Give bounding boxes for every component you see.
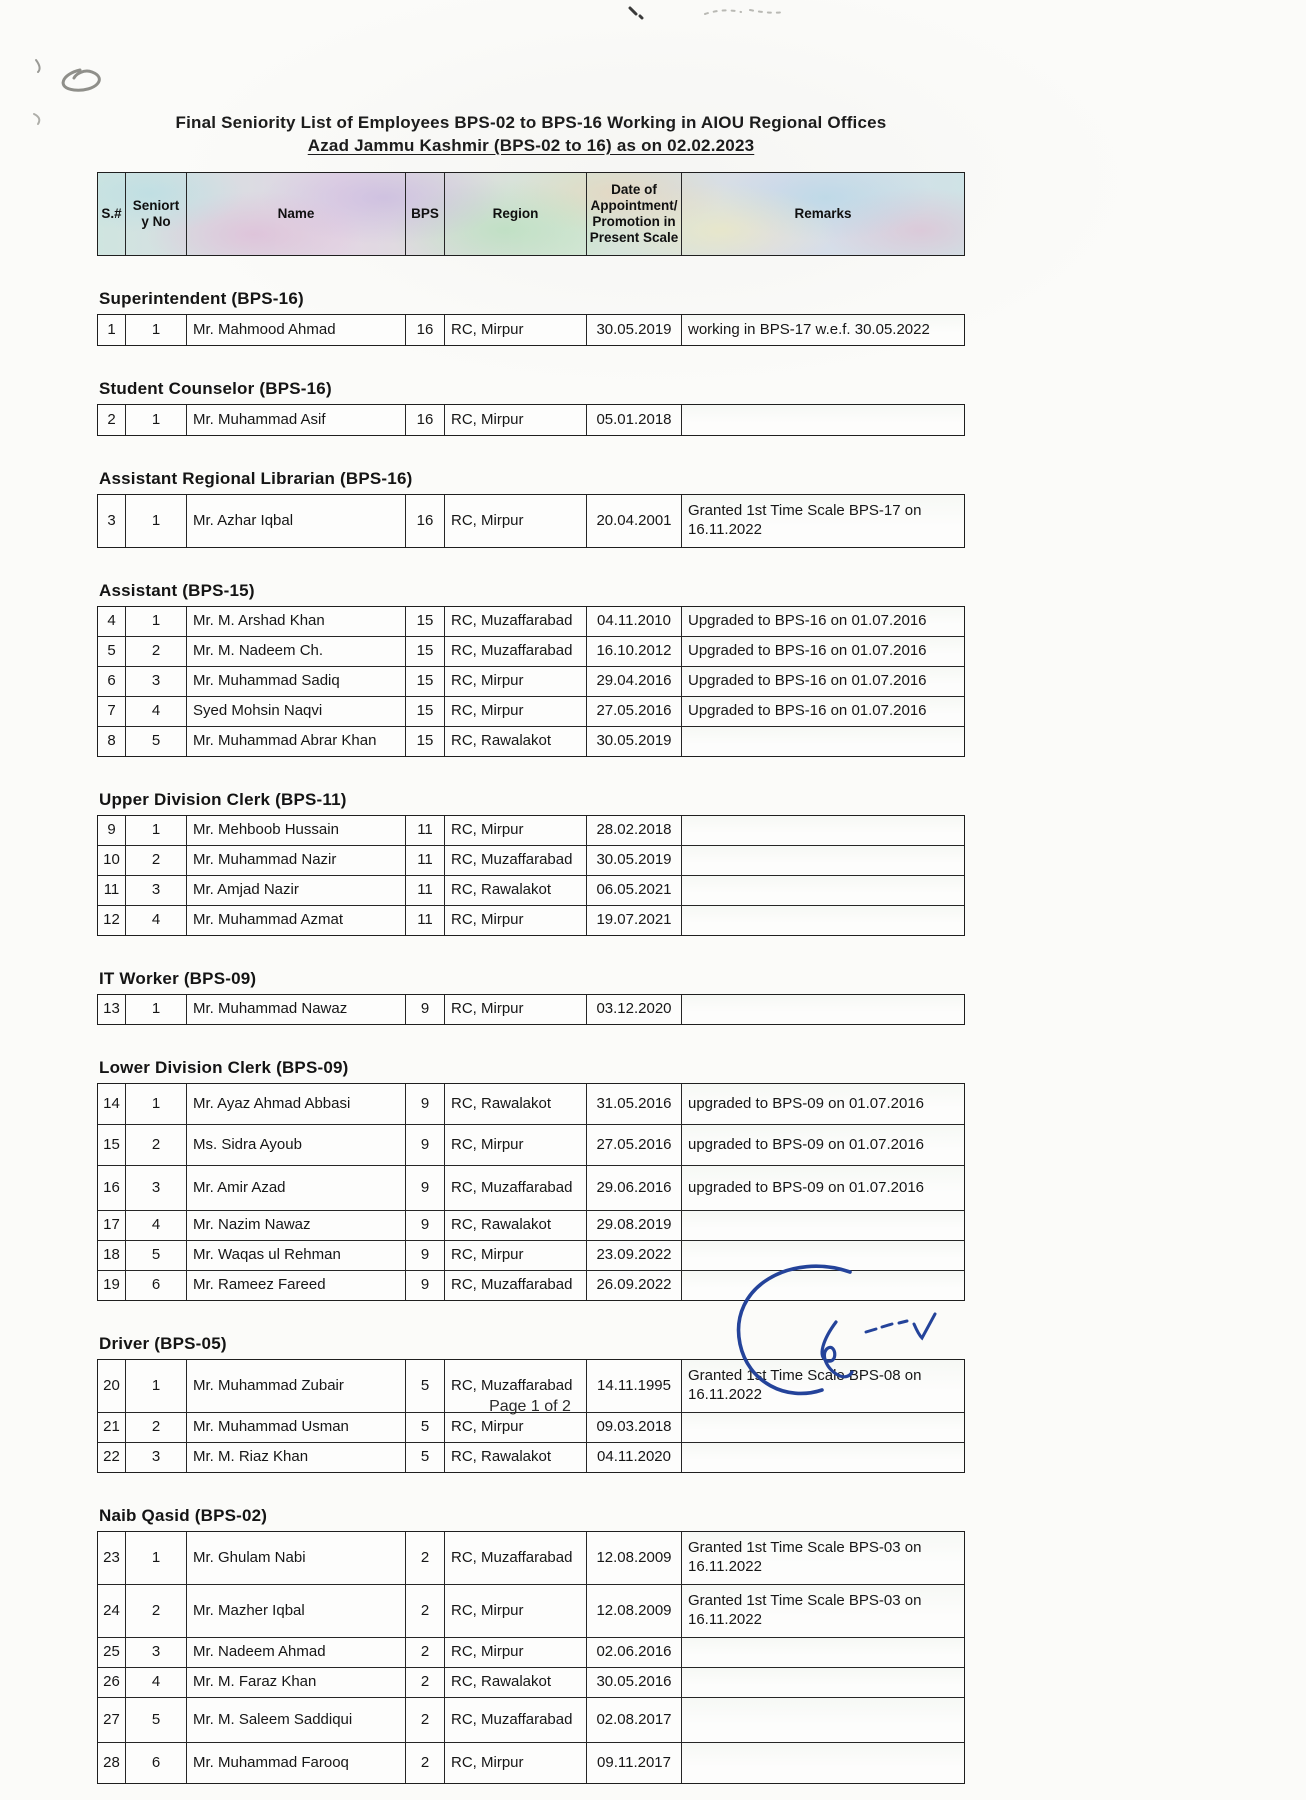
pen-artifact-top xyxy=(600,0,1020,40)
table-row xyxy=(98,1532,964,1585)
cell-serial: 9 xyxy=(98,816,126,845)
cell-date: 12.08.2009 xyxy=(587,1532,682,1584)
cell-date: 20.04.2001 xyxy=(587,495,682,547)
cell-name: Mr. Muhammad Abrar Khan xyxy=(187,727,406,756)
cell-region: RC, Mirpur xyxy=(445,906,587,935)
cell-date: 28.02.2018 xyxy=(587,816,682,845)
cell-bps: 2 xyxy=(406,1698,445,1742)
cell-bps: 2 xyxy=(406,1585,445,1637)
cell-remarks xyxy=(682,995,964,1024)
cell-serial: 21 xyxy=(98,1413,126,1442)
document-title xyxy=(97,112,965,158)
cell-seniority-no: 1 xyxy=(126,1360,187,1412)
cell-seniority-no: 1 xyxy=(126,1532,187,1584)
cell-region: RC, Mirpur xyxy=(445,1125,587,1165)
table-row xyxy=(98,1241,964,1271)
section-student-counselor-bps-16 xyxy=(97,379,965,436)
cell-region: RC, Mirpur xyxy=(445,697,587,726)
cell-name: Mr. M. Saleem Saddiqui xyxy=(187,1698,406,1742)
cell-remarks xyxy=(682,1668,964,1697)
cell-name: Mr. Muhammad Farooq xyxy=(187,1743,406,1783)
section-table xyxy=(97,494,965,548)
cell-remarks xyxy=(682,846,964,875)
cell-date: 04.11.2010 xyxy=(587,607,682,636)
cell-seniority-no: 4 xyxy=(126,1211,187,1240)
cell-name: Mr. Muhammad Nawaz xyxy=(187,995,406,1024)
table-row xyxy=(98,697,964,727)
table-row xyxy=(98,1084,964,1125)
cell-seniority-no: 5 xyxy=(126,1241,187,1270)
cell-remarks xyxy=(682,1211,964,1240)
cell-bps: 11 xyxy=(406,846,445,875)
cell-serial: 8 xyxy=(98,727,126,756)
table-row xyxy=(98,876,964,906)
cell-serial: 19 xyxy=(98,1271,126,1300)
cell-region: RC, Rawalakot xyxy=(445,1668,587,1697)
cell-region: RC, Mirpur xyxy=(445,405,587,435)
cell-remarks: Granted 1st Time Scale BPS-17 on 16.11.2022 xyxy=(682,495,964,547)
section-table xyxy=(97,314,965,346)
cell-remarks xyxy=(682,816,964,845)
cell-bps: 2 xyxy=(406,1743,445,1783)
cell-date: 05.01.2018 xyxy=(587,405,682,435)
cell-date: 09.11.2017 xyxy=(587,1743,682,1783)
cell-remarks: Upgraded to BPS-16 on 01.07.2016 xyxy=(682,667,964,696)
cell-region: RC, Muzaffarabad xyxy=(445,607,587,636)
cell-serial: 27 xyxy=(98,1698,126,1742)
cell-seniority-no: 6 xyxy=(126,1743,187,1783)
cell-remarks xyxy=(682,1698,964,1742)
cell-remarks: Upgraded to BPS-16 on 01.07.2016 xyxy=(682,607,964,636)
cell-region: RC, Mirpur xyxy=(445,1743,587,1783)
table-row xyxy=(98,1413,964,1443)
cell-seniority-no: 3 xyxy=(126,876,187,905)
cell-date: 03.12.2020 xyxy=(587,995,682,1024)
cell-region: RC, Muzaffarabad xyxy=(445,637,587,666)
table-row xyxy=(98,1668,964,1698)
cell-bps: 15 xyxy=(406,727,445,756)
cell-remarks xyxy=(682,1271,964,1300)
cell-seniority-no: 2 xyxy=(126,1125,187,1165)
cell-bps: 5 xyxy=(406,1413,445,1442)
page-footer: Page 1 of 2 xyxy=(489,1398,571,1415)
section-table xyxy=(97,815,965,936)
cell-serial: 1 xyxy=(98,315,126,345)
cell-seniority-no: 4 xyxy=(126,906,187,935)
cell-bps: 9 xyxy=(406,1125,445,1165)
cell-region: RC, Muzaffarabad xyxy=(445,1360,587,1412)
title-line-2: Azad Jammu Kashmir (BPS-02 to 16) as on 02.02.2023 xyxy=(307,135,755,155)
section-superintendent-bps-16 xyxy=(97,289,965,346)
cell-region: RC, Rawalakot xyxy=(445,1084,587,1124)
section-heading: Assistant (BPS-15) xyxy=(99,580,255,600)
cell-remarks xyxy=(682,906,964,935)
cell-region: RC, Muzaffarabad xyxy=(445,1532,587,1584)
section-table xyxy=(97,994,965,1025)
cell-bps: 16 xyxy=(406,405,445,435)
section-table xyxy=(97,1083,965,1301)
cell-name: Mr. Muhammad Nazir xyxy=(187,846,406,875)
table-row xyxy=(98,1271,964,1300)
cell-name: Mr. M. Riaz Khan xyxy=(187,1443,406,1472)
cell-serial: 16 xyxy=(98,1166,126,1210)
cell-name: Mr. Amjad Nazir xyxy=(187,876,406,905)
cell-region: RC, Muzaffarabad xyxy=(445,846,587,875)
table-row xyxy=(98,727,964,756)
table-row xyxy=(98,607,964,637)
table-row xyxy=(98,637,964,667)
cell-region: RC, Rawalakot xyxy=(445,1211,587,1240)
cell-date: 12.08.2009 xyxy=(587,1585,682,1637)
cell-name: Mr. Nadeem Ahmad xyxy=(187,1638,406,1667)
cell-name: Mr. M. Faraz Khan xyxy=(187,1668,406,1697)
cell-name: Mr. Mahmood Ahmad xyxy=(187,315,406,345)
cell-region: RC, Mirpur xyxy=(445,1241,587,1270)
cell-name: Mr. Muhammad Usman xyxy=(187,1413,406,1442)
cell-bps: 15 xyxy=(406,697,445,726)
cell-remarks xyxy=(682,1241,964,1270)
cell-date: 31.05.2016 xyxy=(587,1084,682,1124)
cell-seniority-no: 1 xyxy=(126,995,187,1024)
cell-bps: 11 xyxy=(406,816,445,845)
cell-serial: 7 xyxy=(98,697,126,726)
table-row xyxy=(98,1443,964,1472)
cell-serial: 4 xyxy=(98,607,126,636)
cell-bps: 15 xyxy=(406,607,445,636)
cell-region: RC, Mirpur xyxy=(445,315,587,345)
seniority-sections xyxy=(97,289,965,1784)
cell-bps: 9 xyxy=(406,1241,445,1270)
cell-serial: 14 xyxy=(98,1084,126,1124)
cell-region: RC, Mirpur xyxy=(445,1413,587,1442)
cell-date: 14.11.1995 xyxy=(587,1360,682,1412)
column-header-name: Name xyxy=(187,173,406,255)
cell-region: RC, Muzaffarabad xyxy=(445,1698,587,1742)
cell-serial: 15 xyxy=(98,1125,126,1165)
table-row xyxy=(98,1166,964,1211)
cell-bps: 5 xyxy=(406,1443,445,1472)
cell-serial: 3 xyxy=(98,495,126,547)
cell-bps: 9 xyxy=(406,1166,445,1210)
table-row xyxy=(98,1211,964,1241)
cell-date: 29.04.2016 xyxy=(587,667,682,696)
cell-bps: 2 xyxy=(406,1532,445,1584)
cell-bps: 5 xyxy=(406,1360,445,1412)
table-row xyxy=(98,995,964,1024)
cell-bps: 9 xyxy=(406,995,445,1024)
cell-date: 26.09.2022 xyxy=(587,1271,682,1300)
table-row xyxy=(98,906,964,935)
document-content xyxy=(97,112,965,1784)
cell-bps: 11 xyxy=(406,876,445,905)
cell-remarks: Granted 1st Time Scale BPS-03 on 16.11.2022 xyxy=(682,1585,964,1637)
cell-serial: 26 xyxy=(98,1668,126,1697)
cell-region: RC, Mirpur xyxy=(445,1638,587,1667)
cell-serial: 20 xyxy=(98,1360,126,1412)
table-row xyxy=(98,846,964,876)
cell-region: RC, Muzaffarabad xyxy=(445,1271,587,1300)
cell-region: RC, Mirpur xyxy=(445,995,587,1024)
table-row xyxy=(98,1698,964,1743)
table-header-row xyxy=(97,172,965,256)
cell-remarks xyxy=(682,1743,964,1783)
cell-seniority-no: 1 xyxy=(126,495,187,547)
cell-date: 27.05.2016 xyxy=(587,1125,682,1165)
cell-name: Mr. M. Arshad Khan xyxy=(187,607,406,636)
cell-remarks: Upgraded to BPS-16 on 01.07.2016 xyxy=(682,697,964,726)
cell-date: 30.05.2019 xyxy=(587,846,682,875)
cell-name: Mr. Mazher Iqbal xyxy=(187,1585,406,1637)
cell-seniority-no: 2 xyxy=(126,1413,187,1442)
cell-name: Mr. Ayaz Ahmad Abbasi xyxy=(187,1084,406,1124)
section-heading: Lower Division Clerk (BPS-09) xyxy=(99,1057,349,1077)
cell-date: 30.05.2019 xyxy=(587,315,682,345)
table-row xyxy=(98,315,964,345)
section-lower-division-clerk-bps-09 xyxy=(97,1058,965,1301)
cell-name: Mr. Muhammad Asif xyxy=(187,405,406,435)
cell-bps: 2 xyxy=(406,1638,445,1667)
section-heading: Naib Qasid (BPS-02) xyxy=(99,1505,268,1525)
section-heading: Superintendent (BPS-16) xyxy=(99,288,304,308)
column-header-region: Region xyxy=(445,173,587,255)
table-row xyxy=(98,667,964,697)
section-upper-division-clerk-bps-11 xyxy=(97,790,965,936)
cell-date: 19.07.2021 xyxy=(587,906,682,935)
column-header-remarks: Remarks xyxy=(794,205,852,221)
cell-region: RC, Mirpur xyxy=(445,1585,587,1637)
table-row xyxy=(98,495,964,547)
cell-serial: 5 xyxy=(98,637,126,666)
section-assistant-regional-librarian-bps-16 xyxy=(97,469,965,548)
cell-remarks: Granted 1st Time Scale BPS-08 on 16.11.2022 xyxy=(682,1360,964,1412)
table-row xyxy=(98,1125,964,1166)
cell-name: Ms. Sidra Ayoub xyxy=(187,1125,406,1165)
cell-seniority-no: 6 xyxy=(126,1271,187,1300)
cell-bps: 9 xyxy=(406,1271,445,1300)
cell-bps: 15 xyxy=(406,637,445,666)
section-table xyxy=(97,404,965,436)
cell-remarks: Granted 1st Time Scale BPS-03 on 16.11.2022 xyxy=(682,1532,964,1584)
cell-date: 09.03.2018 xyxy=(587,1413,682,1442)
section-heading: Driver (BPS-05) xyxy=(99,1333,227,1353)
cell-date: 02.08.2017 xyxy=(587,1698,682,1742)
cell-remarks: working in BPS-17 w.e.f. 30.05.2022 xyxy=(682,315,964,345)
title-line-1: Final Seniority List of Employees BPS-02 to BPS-16 Working in AIOU Regional Offices xyxy=(175,113,887,132)
table-row xyxy=(98,1585,964,1638)
cell-seniority-no: 1 xyxy=(126,315,187,345)
cell-serial: 2 xyxy=(98,405,126,435)
section-heading: IT Worker (BPS-09) xyxy=(99,968,257,988)
cell-date: 29.08.2019 xyxy=(587,1211,682,1240)
cell-serial: 23 xyxy=(98,1532,126,1584)
cell-date: 16.10.2012 xyxy=(587,637,682,666)
cell-serial: 22 xyxy=(98,1443,126,1472)
cell-date: 30.05.2016 xyxy=(587,1668,682,1697)
cell-region: RC, Mirpur xyxy=(445,667,587,696)
section-heading: Upper Division Clerk (BPS-11) xyxy=(99,789,347,809)
cell-bps: 11 xyxy=(406,906,445,935)
cell-remarks xyxy=(682,1413,964,1442)
cell-remarks: upgraded to BPS-09 on 01.07.2016 xyxy=(682,1084,964,1124)
cell-bps: 2 xyxy=(406,1668,445,1697)
cell-serial: 13 xyxy=(98,995,126,1024)
cell-date: 23.09.2022 xyxy=(587,1241,682,1270)
section-heading: Assistant Regional Librarian (BPS-16) xyxy=(99,468,413,488)
cell-name: Mr. Amir Azad xyxy=(187,1166,406,1210)
cell-region: RC, Rawalakot xyxy=(445,876,587,905)
cell-region: RC, Rawalakot xyxy=(445,727,587,756)
cell-bps: 9 xyxy=(406,1211,445,1240)
cell-seniority-no: 1 xyxy=(126,816,187,845)
cell-remarks: Upgraded to BPS-16 on 01.07.2016 xyxy=(682,637,964,666)
table-row xyxy=(98,1638,964,1668)
cell-name: Syed Mohsin Naqvi xyxy=(187,697,406,726)
cell-region: RC, Muzaffarabad xyxy=(445,1166,587,1210)
cell-seniority-no: 4 xyxy=(126,697,187,726)
cell-name: Mr. Muhammad Zubair xyxy=(187,1360,406,1412)
cell-seniority-no: 1 xyxy=(126,405,187,435)
cell-serial: 11 xyxy=(98,876,126,905)
cell-remarks xyxy=(682,876,964,905)
cell-serial: 28 xyxy=(98,1743,126,1783)
cell-seniority-no: 3 xyxy=(126,667,187,696)
section-assistant-bps-15 xyxy=(97,581,965,757)
cell-remarks xyxy=(682,1443,964,1472)
cell-serial: 17 xyxy=(98,1211,126,1240)
cell-serial: 24 xyxy=(98,1585,126,1637)
cell-name: Mr. Nazim Nawaz xyxy=(187,1211,406,1240)
cell-region: RC, Mirpur xyxy=(445,816,587,845)
cell-seniority-no: 1 xyxy=(126,607,187,636)
cell-seniority-no: 5 xyxy=(126,727,187,756)
cell-name: Mr. M. Nadeem Ch. xyxy=(187,637,406,666)
cell-seniority-no: 2 xyxy=(126,1585,187,1637)
cell-seniority-no: 4 xyxy=(126,1668,187,1697)
section-heading: Student Counselor (BPS-16) xyxy=(99,378,332,398)
cell-remarks: upgraded to BPS-09 on 01.07.2016 xyxy=(682,1125,964,1165)
cell-name: Mr. Mehboob Hussain xyxy=(187,816,406,845)
table-row xyxy=(98,1743,964,1783)
cell-remarks xyxy=(682,727,964,756)
table-row xyxy=(98,816,964,846)
cell-region: RC, Mirpur xyxy=(445,495,587,547)
cell-name: Mr. Muhammad Azmat xyxy=(187,906,406,935)
cell-bps: 15 xyxy=(406,667,445,696)
cell-date: 27.05.2016 xyxy=(587,697,682,726)
cell-name: Mr. Muhammad Sadiq xyxy=(187,667,406,696)
cell-date: 02.06.2016 xyxy=(587,1638,682,1667)
cell-bps: 16 xyxy=(406,315,445,345)
cell-serial: 10 xyxy=(98,846,126,875)
cell-serial: 18 xyxy=(98,1241,126,1270)
cell-date: 04.11.2020 xyxy=(587,1443,682,1472)
cell-serial: 12 xyxy=(98,906,126,935)
cell-bps: 16 xyxy=(406,495,445,547)
section-table xyxy=(97,1531,965,1784)
cell-name: Mr. Ghulam Nabi xyxy=(187,1532,406,1584)
cell-date: 29.06.2016 xyxy=(587,1166,682,1210)
cell-remarks: upgraded to BPS-09 on 01.07.2016 xyxy=(682,1166,964,1210)
column-header-date: Date of Appointment/ Promotion in Present Scale xyxy=(587,173,682,255)
cell-region: RC, Rawalakot xyxy=(445,1443,587,1472)
cell-serial: 25 xyxy=(98,1638,126,1667)
table-row xyxy=(98,405,964,435)
section-it-worker-bps-09 xyxy=(97,969,965,1025)
column-header-sn: S.# xyxy=(98,173,126,255)
cell-seniority-no: 3 xyxy=(126,1638,187,1667)
column-header-bps: BPS xyxy=(406,173,445,255)
cell-seniority-no: 3 xyxy=(126,1443,187,1472)
cell-name: Mr. Rameez Fareed xyxy=(187,1271,406,1300)
cell-name: Mr. Azhar Iqbal xyxy=(187,495,406,547)
cell-seniority-no: 3 xyxy=(126,1166,187,1210)
cell-seniority-no: 5 xyxy=(126,1698,187,1742)
cell-name: Mr. Waqas ul Rehman xyxy=(187,1241,406,1270)
section-naib-qasid-bps-02 xyxy=(97,1506,965,1784)
cell-remarks xyxy=(682,1638,964,1667)
cell-date: 06.05.2021 xyxy=(587,876,682,905)
cell-seniority-no: 1 xyxy=(126,1084,187,1124)
cell-remarks xyxy=(682,405,964,435)
cell-seniority-no: 2 xyxy=(126,846,187,875)
cell-bps: 9 xyxy=(406,1084,445,1124)
cell-date: 30.05.2019 xyxy=(587,727,682,756)
cell-serial: 6 xyxy=(98,667,126,696)
column-header-seniority: Seniorty No xyxy=(126,173,187,255)
cell-seniority-no: 2 xyxy=(126,637,187,666)
section-table xyxy=(97,606,965,757)
